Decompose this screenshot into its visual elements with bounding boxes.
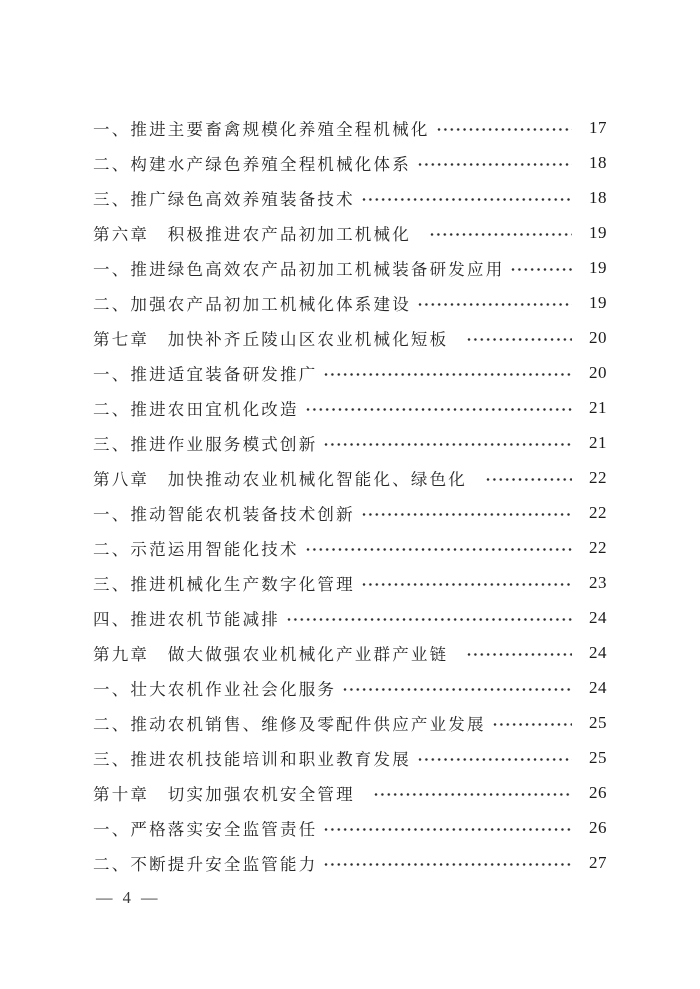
dot-leader bbox=[437, 127, 572, 132]
toc-entry-label: 三、推广绿色高效养殖装备技术 bbox=[93, 189, 355, 209]
toc-entry[interactable] bbox=[93, 320, 607, 355]
toc-entry[interactable] bbox=[93, 635, 607, 670]
toc-entry-page-number: 18 bbox=[589, 187, 607, 207]
dot-leader bbox=[418, 302, 572, 307]
dot-leader bbox=[287, 617, 572, 622]
dot-leader bbox=[493, 722, 572, 727]
toc-entry-page-number: 26 bbox=[589, 817, 607, 837]
toc-entry[interactable] bbox=[93, 215, 607, 250]
toc-entry-page-number: 18 bbox=[589, 152, 607, 172]
toc-entry[interactable] bbox=[93, 355, 607, 390]
dot-leader bbox=[362, 197, 572, 202]
toc-entry-page-number: 20 bbox=[589, 327, 607, 347]
toc-entry-label: 第六章 积极推进农产品初加工机械化 bbox=[93, 224, 411, 244]
toc-entry-page-number: 22 bbox=[589, 537, 607, 557]
dot-leader bbox=[324, 827, 572, 832]
toc-entry[interactable] bbox=[93, 810, 607, 845]
toc-entry-label: 第八章 加快推动农业机械化智能化、绿色化 bbox=[93, 469, 467, 489]
toc-entry[interactable] bbox=[93, 565, 607, 600]
dot-leader bbox=[486, 477, 572, 482]
toc-entry-page-number: 19 bbox=[589, 257, 607, 277]
toc-entry[interactable] bbox=[93, 180, 607, 215]
dot-leader bbox=[430, 232, 572, 237]
toc-entry-label: 二、示范运用智能化技术 bbox=[93, 539, 299, 559]
toc-entry-label: 二、推动农机销售、维修及零配件供应产业发展 bbox=[93, 714, 486, 734]
toc-entry[interactable] bbox=[93, 495, 607, 530]
toc-entry[interactable] bbox=[93, 250, 607, 285]
dot-leader bbox=[467, 337, 572, 342]
page-footer bbox=[96, 888, 161, 908]
toc-entry-label: 一、推进主要畜禽规模化养殖全程机械化 bbox=[93, 119, 430, 139]
toc-entry[interactable] bbox=[93, 425, 607, 460]
toc-entry-page-number: 24 bbox=[589, 607, 607, 627]
toc-entry-label: 一、严格落实安全监管责任 bbox=[93, 819, 318, 839]
toc-entry-label: 一、推进适宜装备研发推广 bbox=[93, 364, 318, 384]
toc-entry-page-number: 21 bbox=[589, 432, 607, 452]
dot-leader bbox=[324, 862, 572, 867]
toc-entry-page-number: 24 bbox=[589, 677, 607, 697]
toc-entry[interactable] bbox=[93, 600, 607, 635]
toc-entry-label: 一、壮大农机作业社会化服务 bbox=[93, 679, 337, 699]
dot-leader bbox=[362, 582, 572, 587]
toc-entry-page-number: 20 bbox=[589, 362, 607, 382]
toc-entry-label: 二、加强农产品初加工机械化体系建设 bbox=[93, 294, 411, 314]
toc-entry-page-number: 21 bbox=[589, 397, 607, 417]
dot-leader bbox=[306, 547, 572, 552]
dot-leader bbox=[467, 652, 572, 657]
dot-leader bbox=[343, 687, 572, 692]
toc-entry-page-number: 22 bbox=[589, 467, 607, 487]
toc-entry-label: 三、推进机械化生产数字化管理 bbox=[93, 574, 355, 594]
toc-entry-page-number: 23 bbox=[589, 572, 607, 592]
dot-leader bbox=[362, 512, 572, 517]
toc-entry[interactable] bbox=[93, 740, 607, 775]
toc-entry-label: 一、推进绿色高效农产品初加工机械装备研发应用 bbox=[93, 259, 505, 279]
toc-entry-page-number: 25 bbox=[589, 712, 607, 732]
dot-leader bbox=[511, 267, 572, 272]
dot-leader bbox=[324, 442, 572, 447]
toc-entry-page-number: 19 bbox=[589, 222, 607, 242]
dot-leader bbox=[306, 407, 572, 412]
toc-entry-label: 三、推进农机技能培训和职业教育发展 bbox=[93, 749, 411, 769]
toc-entry[interactable] bbox=[93, 145, 607, 180]
toc-entry-page-number: 24 bbox=[589, 642, 607, 662]
toc-entry-label: 第十章 切实加强农机安全管理 bbox=[93, 784, 355, 804]
toc-entry[interactable] bbox=[93, 460, 607, 495]
toc-entry[interactable] bbox=[93, 390, 607, 425]
toc-entry-label: 二、推进农田宜机化改造 bbox=[93, 399, 299, 419]
toc-entry-label: 三、推进作业服务模式创新 bbox=[93, 434, 318, 454]
toc-entry-page-number: 27 bbox=[589, 852, 607, 872]
toc-entry-page-number: 22 bbox=[589, 502, 607, 522]
toc-entry-label: 第七章 加快补齐丘陵山区农业机械化短板 bbox=[93, 329, 449, 349]
toc-entry-label: 四、推进农机节能减排 bbox=[93, 609, 280, 629]
toc-entry-page-number: 17 bbox=[589, 117, 607, 137]
toc-entry-label: 二、构建水产绿色养殖全程机械化体系 bbox=[93, 154, 411, 174]
toc-entry-label: 二、不断提升安全监管能力 bbox=[93, 854, 318, 874]
toc-entry[interactable] bbox=[93, 670, 607, 705]
toc-entry-label: 第九章 做大做强农业机械化产业群产业链 bbox=[93, 644, 449, 664]
toc-entry-page-number: 19 bbox=[589, 292, 607, 312]
toc-list bbox=[93, 110, 607, 880]
toc-entry[interactable] bbox=[93, 285, 607, 320]
toc-entry[interactable] bbox=[93, 110, 607, 145]
toc-entry-page-number: 26 bbox=[589, 782, 607, 802]
toc-entry[interactable] bbox=[93, 530, 607, 565]
footer-page-number: — 4 — bbox=[96, 888, 161, 907]
dot-leader bbox=[324, 372, 572, 377]
toc-entry[interactable] bbox=[93, 775, 607, 810]
toc-entry[interactable] bbox=[93, 705, 607, 740]
dot-leader bbox=[374, 792, 572, 797]
toc-entry[interactable] bbox=[93, 845, 607, 880]
dot-leader bbox=[418, 757, 572, 762]
toc-entry-label: 一、推动智能农机装备技术创新 bbox=[93, 504, 355, 524]
toc-entry-page-number: 25 bbox=[589, 747, 607, 767]
dot-leader bbox=[418, 162, 572, 167]
